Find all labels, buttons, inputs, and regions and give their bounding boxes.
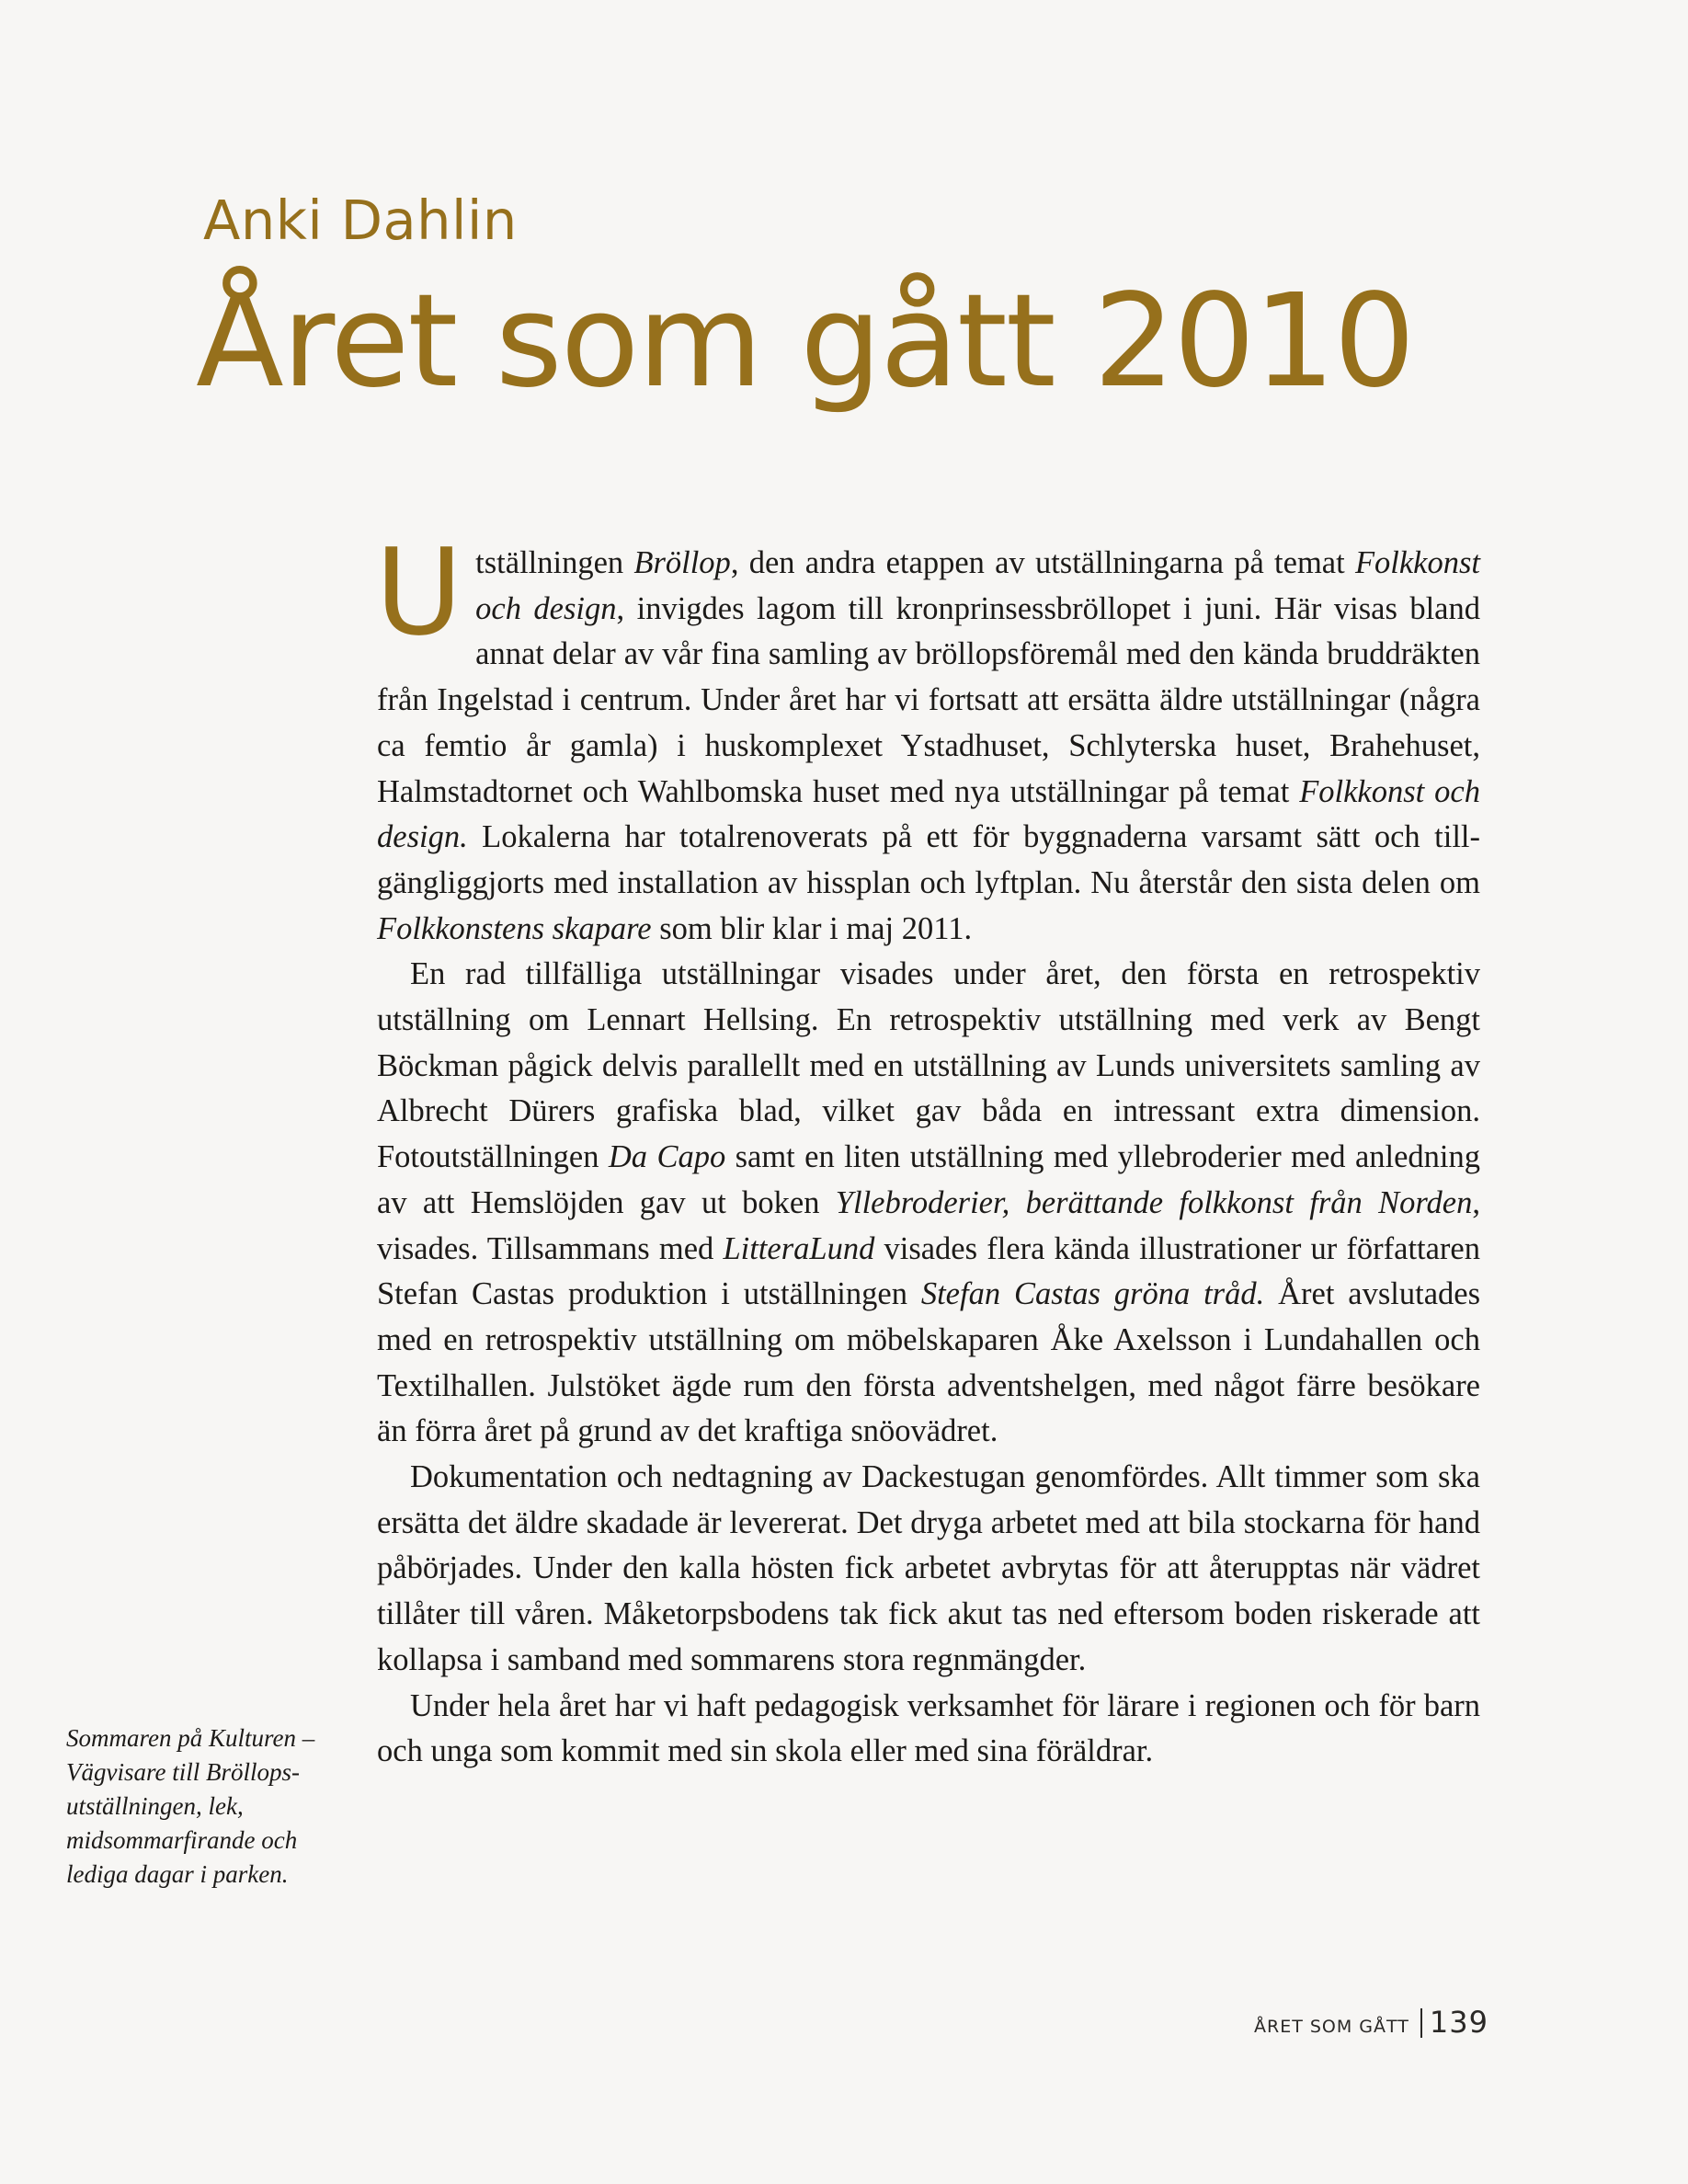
italic-title: Yllebroderier, berättande folkkonst från Norden <box>835 1184 1473 1220</box>
text-run: Lokalerna har totalrenoverats på ett för byggnaderna varsamt sätt och tillgängliggjorts med installation av hissplan och lyftplan. Nu återstår den sista delen om <box>377 819 1480 900</box>
text-run: tställningen <box>475 545 634 580</box>
photo-caption: Sommaren på Kulturen – Vägvisare till Bröllopsutställningen, lek, midsommarfirande och lediga dagar i parken. <box>66 1724 315 1888</box>
italic-title: Folkkonst och design <box>475 545 1480 626</box>
page-number: 139 <box>1429 2005 1488 2040</box>
text-run: visades flera kända illustrationer ur författaren Stefan Castas produktion i utställningen <box>377 1230 1480 1312</box>
italic-title: Da Capo <box>608 1139 726 1175</box>
text-run: samt en liten utställning med yllebroderier med anledning av att Hemslöjden gav ut boken <box>377 1139 1480 1220</box>
text-run: , den andra etappen av utställningarna på temat <box>730 545 1355 580</box>
text-run: , invigdes lagom till kronprinsessbröllopet i juni. Här visas bland annat delar av vår fina samling av bröllopsföremål med den kända bruddräkten från Ingelstad i centrum. Under året har vi fortsatt att ersätta äldre utställningar (några ca femtio år gamla) i huskomplexet Ystadhuset, Schlyterska huset, Brahehuset, Halmstadtornet och Wahlbomska huset med nya utställningar på temat <box>377 590 1480 809</box>
drop-cap: U <box>375 522 463 662</box>
page-footer <box>1254 2005 1488 2040</box>
text-run: En rad tillfälliga utställningar visades under året, den första en retrospektiv utställning om Lennart Hellsing. En retrospektiv utställning med verk av Bengt Böckman pågick delvis parallellt med en utställning av Lunds universitets samling av Albrecht Dürers grafiska blad, vilket gav båda en intressant extra dimension. Fotoutställningen <box>377 956 1480 1175</box>
footer-divider <box>1420 2008 1422 2038</box>
paragraph-3: Dokumentation och nedtagning av Dackestugan genomfördes. Allt timmer som ska ersätta det äldre skadade är levererat. Det dryga arbetet med att bila stockarna för hand påbörjades. Under den kalla hösten fick arbetet avbrytas för att återupptas när vädret tillåter till våren. Måketorpsbodens tak fick akut tas ned eftersom boden riskerade att kollapsa i samband med sommarens stora regnmängder. <box>377 1459 1480 1677</box>
text-run: som blir klar i maj 2011. <box>651 910 973 946</box>
italic-title: LitteraLund <box>723 1230 875 1266</box>
paragraph-2 <box>377 952 1480 1455</box>
running-title: ÅRET SOM GÅTT <box>1254 2017 1409 2037</box>
article-title: Året som gått 2010 <box>196 267 1414 417</box>
text-run: Året avslutades med en retrospektiv utställning om möbelskaparen Åke Axelsson i Lundahallen och Textilhallen. Julstöket ägde rum den första adventshelgen, med något färre besökare än förra året på grund av det kraftiga snöovädret. <box>377 1276 1481 1449</box>
article-body <box>375 522 1481 1775</box>
text-run: , visades. Tillsammans med <box>377 1184 1480 1266</box>
paragraph-4: Under hela året har vi haft pedagogisk verksamhet för lärare i regionen och för barn och unga som kommit med sin skola eller med sina föräldrar. <box>377 1687 1480 1769</box>
italic-title: Bröllop <box>633 545 731 580</box>
author-name: Anki Dahlin <box>203 189 518 252</box>
italic-title: Stefan Castas gröna tråd. <box>920 1276 1265 1312</box>
paragraph-1 <box>375 522 1480 952</box>
italic-title: Folkkonstens skapare <box>377 910 652 946</box>
italic-title: Folkkonst och design. <box>377 773 1480 855</box>
